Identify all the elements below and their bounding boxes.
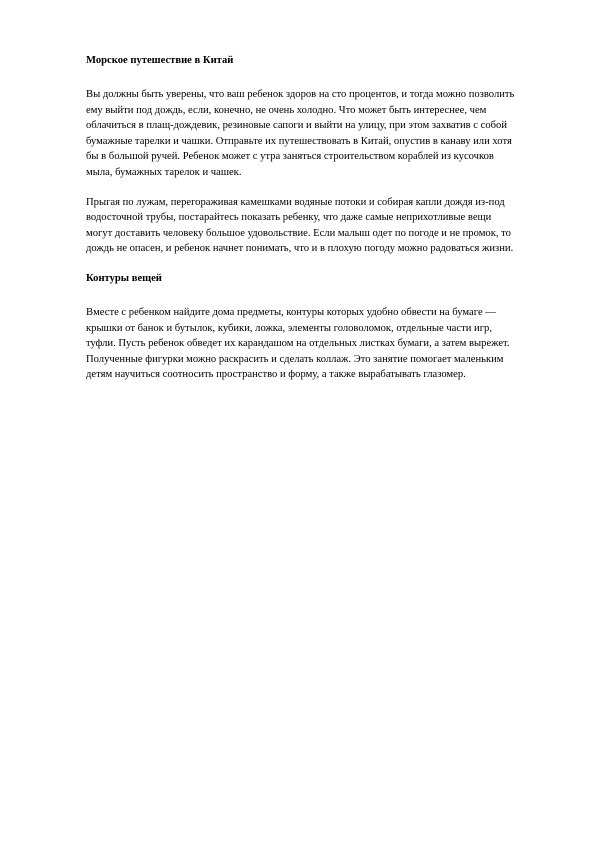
section-title-outlines: Контуры вещей	[86, 272, 162, 284]
paragraph-rain-walk: Вы должны быть уверены, что ваш ребенок здоров на сто процентов, и тогда можно позволить ему выйти под дождь, если, конечно, не очень холодно. Что может быть интереснее, чем облачиться в плащ-дождевик, резиновые сапоги и выйти на улицу, при этом захватив с собой бумажные тарелки и чашки. Отправьте их путешествовать в Китай, опустив в канаву или хотя бы в большой ручей. Ребенок может с утра заняться строительством кораблей из кусочков мыла, бумажных тарелок и чашек.	[86, 89, 515, 178]
paragraph-outlines: Вместе с ребенком найдите дома предметы, контуры которых удобно обвести на бумаге — крышки от банок и бутылок, кубики, ложка, элементы головоломок, отдельные части игр, туфли. Пусть ребенок обведет их карандашом на отдельных листках бумаги, а затем вырежет. Полученные фигурки можно раскрасить и сделать коллаж. Это занятие помогает маленьким детям научиться соотносить пространство и форму, а также вырабатывать глазомер.	[86, 306, 510, 381]
document-body	[86, 53, 516, 383]
paragraph-puddles: Прыгая по лужам, перегораживая камешками водяные потоки и собирая капли дождя из-под водосточной трубы, постарайтесь показать ребенку, что даже самые неприхотливые вещи могут доставить человеку большое удовольствие. Если малыш одет по погоде и не промок, то дождь не опасен, и ребенок начнет понимать, что и в плохую погоду можно радоваться жизни.	[86, 196, 514, 255]
section-title-sea-voyage: Морское путешествие в Китай	[86, 55, 234, 66]
